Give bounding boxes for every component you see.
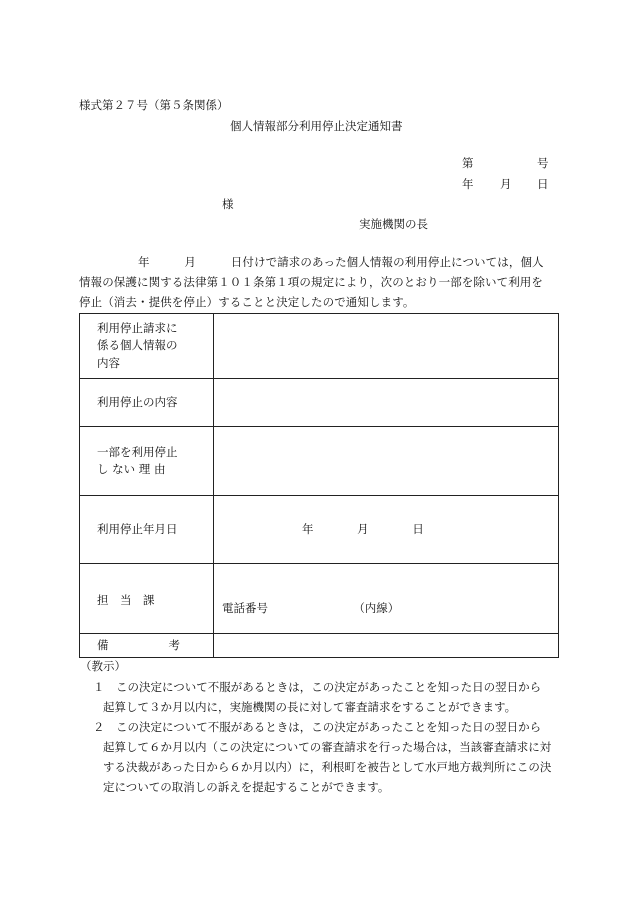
label-partial-reason: 一部を利用停止 し ない 理 由 [80, 427, 214, 496]
row-partial-reason [80, 427, 559, 496]
body-line-2: 情報の保護に関する法律第１０１条第１項の規定により，次のとおり一部を除いて利用を [79, 275, 543, 289]
label-request-content: 利用停止請求に 係る個人情報の 内容 [80, 314, 214, 379]
label-suspension-content: 利用停止の内容 [80, 379, 214, 427]
number-prefix: 第 [462, 156, 474, 170]
note-2-line-4: 定についての取消しの訴えを提起することができます。 [103, 780, 390, 794]
row-remarks [80, 634, 559, 658]
value-remarks [214, 634, 559, 658]
row-suspension-content [80, 379, 559, 427]
body-line-3: 停止（消去・提供を停止）することと決定したので通知します。 [79, 295, 415, 309]
note-1-line-2: 起算して３か月以内に，実施機関の長に対して審査請求をすることができます。 [103, 700, 517, 714]
note-1-line-1: １ この決定について不服があるときは，この決定があったことを知った日の翌日から [93, 680, 542, 694]
value-partial-reason [214, 427, 559, 496]
phone-label: 電話番号 [222, 601, 268, 615]
notice-form-table [79, 313, 559, 658]
date-day: 日 [537, 177, 549, 191]
label-suspension-date: 利用停止年月日 [80, 496, 214, 564]
note-2-line-1: ２ この決定について不服があるときは，この決定があったことを知った日の翌日から [93, 720, 542, 734]
document-title: 個人情報部分利用停止決定通知書 [230, 119, 403, 133]
note-2-line-2: 起算して６か月以内（この決定についての審査請求を行った場合は，当該審査請求に対 [103, 740, 552, 754]
form-number: 様式第２７号（第５条関係） [79, 98, 229, 112]
value-suspension-date: 年 月 日 [214, 496, 559, 564]
row-suspension-date [80, 496, 559, 564]
note-2-line-3: する決裁があった日から６か月以内）に，利根町を被告として水戸地方裁判所にこの決 [103, 760, 552, 774]
date-month: 月 [500, 177, 512, 191]
row-request-content [80, 314, 559, 379]
value-suspension-content [214, 379, 559, 427]
number-suffix: 号 [537, 156, 549, 170]
row-department [80, 564, 559, 634]
value-department [214, 564, 559, 634]
extension-label: （内線） [353, 601, 400, 615]
label-remarks: 備 考 [80, 634, 214, 658]
notes-heading: （教示） [80, 659, 126, 673]
label-department: 担 当 課 [80, 564, 214, 634]
value-request-content [214, 314, 559, 379]
addressee-honorific: 様 [222, 197, 234, 211]
sender-name: 実施機関の長 [359, 217, 428, 231]
date-year: 年 [462, 177, 474, 191]
body-line-1: 年 月 日付けで請求のあった個人情報の利用停止については，個人 [138, 255, 544, 269]
